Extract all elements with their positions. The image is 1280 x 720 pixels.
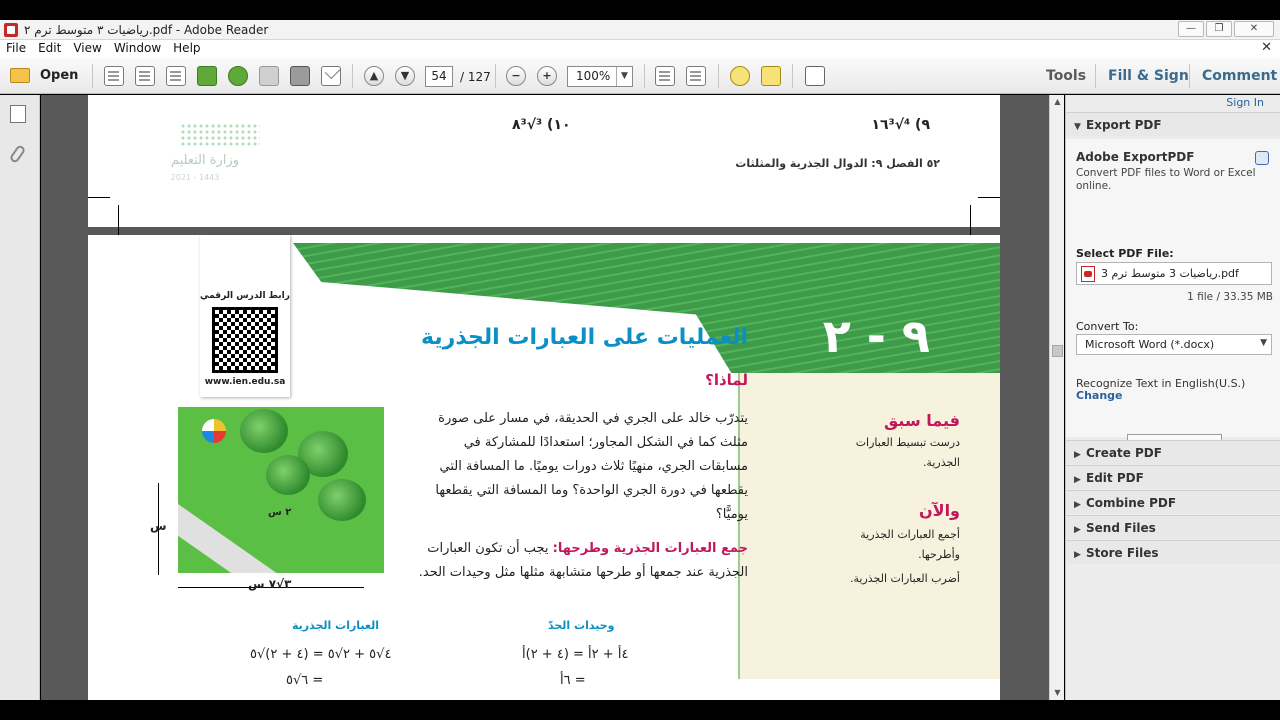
ministry-logo bbox=[140, 123, 270, 193]
lesson-title: العمليات على العبارات الجذرية bbox=[421, 325, 748, 350]
now-item-2: أضرب العبارات الجذرية. bbox=[850, 572, 960, 585]
export-pdf-section[interactable] bbox=[1066, 112, 1280, 136]
expand-icon: ▶ bbox=[1074, 475, 1081, 485]
qr-url[interactable]: www.ien.edu.sa bbox=[204, 377, 286, 387]
menu-view[interactable]: View bbox=[73, 41, 102, 55]
why-paragraph: يتدرّب خالد على الجري في الحديقة، في مسار على صورة مثلث كما في الشكل المجاور؛ استعدادًا للمشاركة في مسابقات الجري، منهيًا ثلاث دورات يوميًا. ما المسافة التي يقطعها في دورة الجري الواحدة؟ وما المسافة التي يقطعها يوميًّا؟ bbox=[435, 411, 748, 522]
document-viewport[interactable] bbox=[41, 95, 1049, 700]
menu-help[interactable]: Help bbox=[173, 41, 201, 55]
recognize-text-label: Recognize Text in English(U.S.) bbox=[1076, 377, 1246, 390]
comment-tab[interactable]: Comment bbox=[1202, 68, 1278, 84]
horizontal-dimension: ٣√٧ س bbox=[248, 577, 292, 591]
full-screen-icon[interactable] bbox=[805, 66, 825, 86]
send-files-section[interactable] bbox=[1066, 515, 1280, 539]
why-heading: لماذا؟ bbox=[705, 371, 748, 389]
scroll-up-icon[interactable]: ▲ bbox=[1054, 97, 1061, 106]
folder-icon bbox=[10, 68, 30, 83]
window-title: رياضيات ٣ متوسط ترم ٢.pdf - Adobe Reader bbox=[24, 23, 269, 37]
previous-page-button[interactable]: ▲ bbox=[364, 66, 384, 86]
expand-icon: ▶ bbox=[1074, 450, 1081, 460]
title-bar bbox=[0, 20, 1280, 40]
diagonal-dimension: ٢ س bbox=[268, 507, 292, 518]
file-size-info: 1 file / 33.35 MB bbox=[1187, 291, 1273, 303]
qr-card bbox=[200, 235, 290, 397]
open-button[interactable] bbox=[6, 65, 78, 87]
selected-file-name: رياضيات 3 متوسط ترم 3.pdf bbox=[1101, 267, 1239, 280]
exportpdf-info-icon[interactable] bbox=[1255, 151, 1269, 165]
toolbar-separator bbox=[495, 64, 496, 88]
send-files-label: Send Files bbox=[1086, 521, 1156, 535]
adobe-exportpdf-title: Adobe ExportPDF bbox=[1076, 150, 1195, 164]
radical-equation-2: = ٦√٥ bbox=[286, 673, 324, 688]
menu-window[interactable]: Window bbox=[113, 41, 162, 55]
toolbar-separator bbox=[792, 64, 793, 88]
beach-ball-image bbox=[202, 419, 226, 443]
selected-file-field[interactable] bbox=[1076, 262, 1272, 285]
lesson-banner bbox=[293, 243, 1000, 373]
tree-image bbox=[240, 409, 288, 453]
store-files-section[interactable] bbox=[1066, 540, 1280, 564]
now-item-1: أجمع العبارات الجذرية وأطرحها. bbox=[860, 528, 960, 561]
print-icon[interactable] bbox=[290, 66, 310, 86]
toolbar-separator bbox=[352, 64, 353, 88]
convert-format-value: Microsoft Word (*.docx) bbox=[1085, 338, 1215, 351]
lesson-number: ٩ - ٢ bbox=[822, 309, 930, 363]
adobe-reader-icon bbox=[4, 23, 18, 37]
export-pdf-panel bbox=[1066, 139, 1280, 437]
zoom-dropdown-icon[interactable]: ▼ bbox=[616, 67, 632, 86]
pdf-page-current bbox=[88, 235, 1000, 700]
create-pdf-section[interactable] bbox=[1066, 440, 1280, 464]
combine-pdf-label: Combine PDF bbox=[1086, 496, 1177, 510]
pdf-file-icon bbox=[1081, 266, 1095, 282]
menu-bar bbox=[0, 40, 1280, 58]
sign-in-link[interactable]: Sign In bbox=[1226, 96, 1264, 109]
create-pdf-icon[interactable] bbox=[104, 66, 124, 86]
scroll-down-icon[interactable]: ▼ bbox=[1054, 688, 1061, 697]
page-total: / 127 bbox=[460, 70, 491, 84]
task-pane bbox=[1065, 95, 1280, 700]
zoom-out-button[interactable]: − bbox=[506, 66, 526, 86]
collapse-icon: ▼ bbox=[1074, 122, 1081, 132]
menu-file[interactable]: File bbox=[6, 41, 27, 55]
comment-bubble-icon[interactable] bbox=[730, 66, 750, 86]
expand-icon: ▶ bbox=[1074, 525, 1081, 535]
edit-pdf-label: Edit PDF bbox=[1086, 471, 1144, 485]
export-pdf-label: Export PDF bbox=[1086, 118, 1162, 132]
zoom-value: 100% bbox=[576, 69, 611, 83]
page-number-input[interactable]: 54 bbox=[425, 66, 453, 87]
add-subtract-paragraph bbox=[418, 537, 748, 585]
pdf-page-previous bbox=[88, 95, 1000, 227]
toolbar-separator bbox=[92, 64, 93, 88]
fit-page-icon[interactable] bbox=[655, 66, 675, 86]
exercise-9: ٩) ⁴√١٦³ bbox=[871, 117, 930, 133]
add-subtract-heading: جمع العبارات الجذرية وطرحها: bbox=[552, 541, 748, 556]
chapter-footer: ٥٢ الفصل ٩: الدوال الجذرية والمثلثات bbox=[735, 157, 940, 170]
previous-heading: فيما سبق bbox=[884, 411, 960, 430]
store-files-label: Store Files bbox=[1086, 546, 1159, 560]
qr-title: رابط الدرس الرقمي bbox=[200, 291, 290, 301]
chevron-down-icon: ▼ bbox=[1260, 338, 1267, 348]
previous-text: درست تبسيط العبارات الجذرية. bbox=[855, 436, 960, 469]
now-heading: والآن bbox=[919, 501, 960, 520]
radical-equation-1: ٤√٥ + ٢√٥ = (٤ + ٢)√٥ bbox=[250, 647, 392, 662]
fill-sign-tab[interactable]: Fill & Sign bbox=[1108, 68, 1189, 84]
export-description: Convert PDF files to Word or Excel online. bbox=[1076, 167, 1256, 192]
open-label: Open bbox=[40, 68, 79, 83]
document-close-icon[interactable]: ✕ bbox=[1261, 40, 1272, 55]
toolbar-separator bbox=[1189, 64, 1190, 88]
upload-icon[interactable] bbox=[228, 66, 248, 86]
monomial-equation-1: ٤أ + ٢أ = (٤ + ٢)أ bbox=[522, 647, 629, 662]
park-photo bbox=[178, 407, 384, 573]
column-monomials: وحيدات الحدّ bbox=[548, 619, 615, 632]
toolbar-separator bbox=[718, 64, 719, 88]
next-page-button[interactable]: ▼ bbox=[395, 66, 415, 86]
expand-icon: ▶ bbox=[1074, 500, 1081, 510]
column-radicals: العبارات الجذرية bbox=[292, 619, 380, 632]
fit-width-icon[interactable] bbox=[686, 66, 706, 86]
tools-tab[interactable]: Tools bbox=[1046, 68, 1087, 84]
window-controls bbox=[1178, 21, 1274, 37]
minimize-button[interactable]: — bbox=[1178, 21, 1204, 37]
attachments-icon[interactable] bbox=[9, 144, 27, 164]
zoom-in-button[interactable]: + bbox=[537, 66, 557, 86]
convert-format-select[interactable] bbox=[1076, 334, 1272, 355]
page-thumbnails-icon[interactable] bbox=[10, 105, 26, 123]
toolbar-separator bbox=[644, 64, 645, 88]
edit-pdf-icon[interactable] bbox=[166, 66, 186, 86]
crop-mark bbox=[88, 197, 110, 198]
menu-edit[interactable]: Edit bbox=[38, 41, 62, 55]
maximize-button[interactable]: ❐ bbox=[1206, 21, 1232, 37]
create-pdf-label: Create PDF bbox=[1086, 446, 1162, 460]
toolbar-separator bbox=[1095, 64, 1096, 88]
tree-image bbox=[266, 455, 310, 495]
close-button[interactable]: ✕ bbox=[1234, 21, 1274, 37]
screen-bottom-border bbox=[0, 700, 1280, 720]
change-language-link[interactable]: Change bbox=[1076, 389, 1123, 402]
main-toolbar bbox=[0, 58, 1280, 94]
vertical-dimension: س bbox=[150, 519, 167, 533]
crop-mark bbox=[978, 197, 1000, 198]
logo-dots bbox=[180, 123, 260, 147]
scroll-thumb[interactable] bbox=[1052, 345, 1063, 357]
email-icon[interactable] bbox=[321, 66, 341, 86]
screen-top-border bbox=[0, 0, 1280, 20]
ministry-year: 2021 - 1443 bbox=[170, 173, 220, 182]
expand-icon: ▶ bbox=[1074, 550, 1081, 560]
export-pdf-icon[interactable] bbox=[135, 66, 155, 86]
add-subtract-text: يجب أن تكون العبارات الجذرية عند جمعها أو طرحها متشابهة مثلها مثل وحيدات الحد. bbox=[418, 541, 748, 580]
navigation-panel bbox=[0, 95, 40, 700]
ministry-name: وزارة التعليم bbox=[170, 153, 240, 168]
highlight-icon[interactable] bbox=[761, 66, 781, 86]
select-file-label: Select PDF File: bbox=[1076, 247, 1174, 260]
qr-code-icon[interactable] bbox=[212, 307, 278, 373]
share-folder-icon[interactable] bbox=[197, 66, 217, 86]
monomial-equation-2: = ٦أ bbox=[560, 673, 586, 688]
tree-image bbox=[318, 479, 366, 521]
save-icon[interactable] bbox=[259, 66, 279, 86]
zoom-select[interactable] bbox=[567, 66, 633, 87]
vertical-scrollbar[interactable] bbox=[1049, 95, 1064, 700]
combine-pdf-section[interactable] bbox=[1066, 490, 1280, 514]
exercise-10: ١٠) ³√٨³ bbox=[512, 117, 571, 133]
edit-pdf-section[interactable] bbox=[1066, 465, 1280, 489]
convert-to-label: Convert To: bbox=[1076, 320, 1139, 333]
